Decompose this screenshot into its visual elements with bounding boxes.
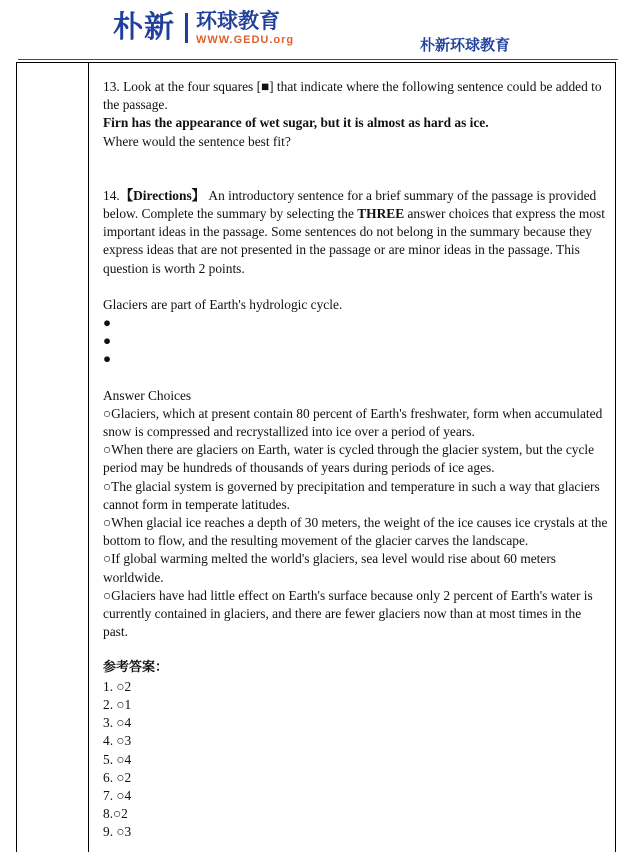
q14-directions-label: 【Directions】 — [119, 187, 206, 203]
q13-prompt: 13. Look at the four squares [■] that indicate where the following sentence could be added to the passage. — [103, 79, 602, 113]
answer-key-item: 1. ○2 — [103, 678, 132, 694]
answer-key-item: 6. ○2 — [103, 769, 132, 785]
logo-url-text: WWW.GEDU.org — [196, 33, 295, 46]
answer-key-title: 参考答案： — [103, 660, 169, 676]
table-column-divider — [88, 62, 89, 852]
answer-key-item: 9. ○3 — [103, 824, 132, 840]
answer-key-item: 8.○2 — [103, 806, 128, 822]
answer-choice: ○If global warming melted the world's glaciers, sea level would rise about 60 meters worldwide. — [103, 551, 557, 585]
q14-directions — [103, 187, 609, 278]
q14-number: 14. — [103, 187, 120, 203]
answer-key-item: 2. ○1 — [103, 696, 132, 712]
question-content — [103, 78, 609, 842]
q13-question: Where would the sentence best fit? — [103, 133, 291, 149]
answer-choice: ○The glacial system is governed by precipitation and temperature in such a way that glaciers cannot form in temperate latitudes. — [103, 478, 600, 512]
q14-text-a: An introductory sentence for a brief summary of the passage is provided below. Complete the summary by selecting the — [103, 187, 597, 222]
answer-choice: ○Glaciers have had little effect on Earth's surface because only 2 percent of Earth's water is currently contained in glaciers, and there are fewer glaciers now than at most times in the past. — [103, 587, 593, 640]
header-brand: 朴新环球教育 — [420, 36, 511, 54]
summary-bullet: ● — [103, 315, 112, 331]
q14-summary-intro: Glaciers are part of Earth's hydrologic cycle. — [103, 296, 343, 312]
answer-choice: ○When there are glaciers on Earth, water is cycled through the glacier system, but the cycle period may be hundreds of thousands of years during periods of ice ages. — [103, 442, 595, 476]
logo-cn-text: 环球教育 — [196, 8, 280, 33]
q14-text-c: answer choices that express the most important ideas in the passage. Some sentences do not belong in the summary because they express ideas that are not presented in the passage or are minor ideas in the passage. This question is worth 2 points. — [103, 206, 605, 276]
gedu-logo — [113, 6, 294, 50]
answer-key-item: 7. ○4 — [103, 787, 132, 803]
answer-choices-title: Answer Choices — [103, 387, 192, 403]
answer-choice: ○Glaciers, which at present contain 80 percent of Earth's freshwater, form when accumulated snow is compressed and recrystallized into ice over a period of years. — [103, 405, 603, 440]
summary-bullet: ● — [103, 333, 112, 349]
answer-choice: ○When glacial ice reaches a depth of 30 meters, the weight of the ice causes ice crystals at the bottom to flow, and the resulting movement of the glacier carves the landscape. — [103, 515, 608, 549]
q14-text-three: THREE — [357, 206, 405, 222]
answer-key-item: 5. ○4 — [103, 751, 132, 767]
answer-key-item: 3. ○4 — [103, 715, 132, 731]
logo-main-text: 朴新 — [113, 10, 175, 45]
summary-bullet: ● — [103, 351, 112, 367]
q13-insert-sentence: Firn has the appearance of wet sugar, but it is almost as hard as ice. — [103, 115, 489, 131]
header-divider — [18, 59, 618, 60]
page-header — [0, 0, 623, 62]
logo-divider — [185, 13, 188, 43]
answer-key-item: 4. ○3 — [103, 733, 132, 749]
